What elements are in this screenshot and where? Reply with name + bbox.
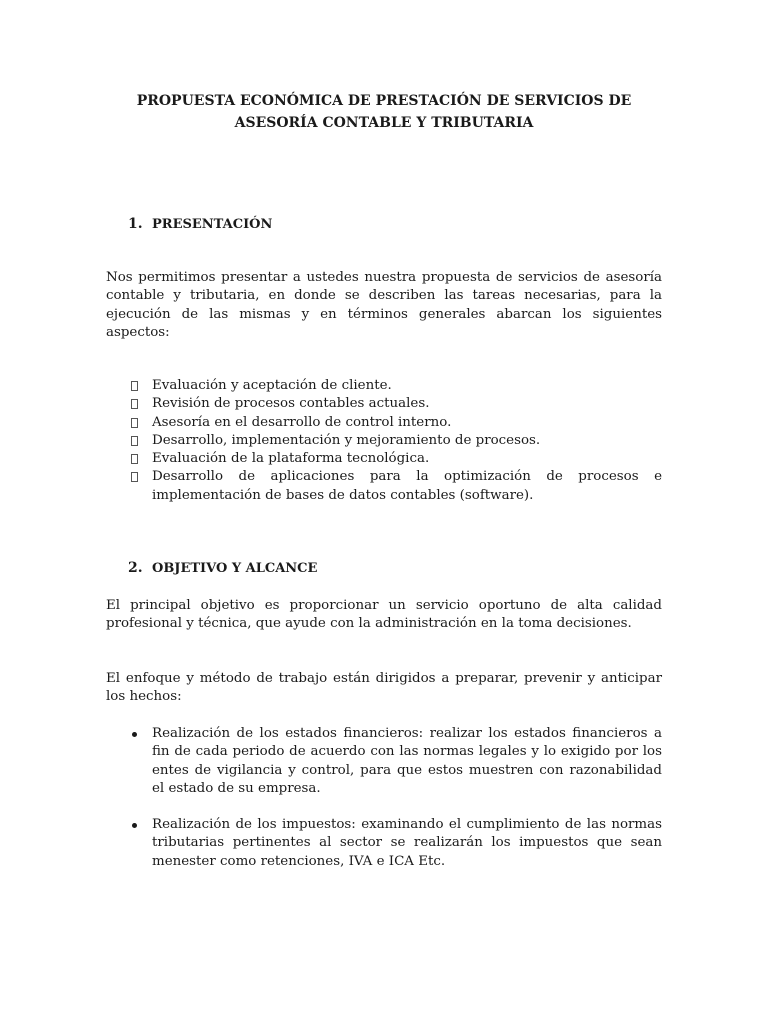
bullet-dot-icon (132, 823, 137, 828)
section-2-number: 2. (128, 560, 143, 576)
title-line-2: ASESORÍA CONTABLE Y TRIBUTARIA (234, 115, 534, 131)
section-2-title: OBJETIVO Y ALCANCE (152, 561, 318, 576)
section-2-list (128, 725, 662, 889)
list-item: Realización de los estados financieros: realizar los estados financieros a fin de cada periodo de acuerdo con las normas legales y lo exigido por los entes de vigilancia y control, para que estos muestren con razonabilidad el estado de su empresa. (128, 725, 662, 798)
list-item: Asesoría en el desarrollo de control interno. (128, 414, 662, 432)
square-bullet-icon (131, 399, 138, 409)
section-1-number: 1. (128, 216, 143, 232)
section-1-title: PRESENTACIÓN (152, 217, 273, 232)
list-item: Evaluación de la plataforma tecnológica. (128, 450, 662, 468)
section-1-paragraph: Nos permitimos presentar a ustedes nuestra propuesta de servicios de asesoría contable y tributaria, en donde se describen las tareas necesarias, para la ejecución de las mismas y en términos generales abarcan los siguientes aspectos: (106, 270, 662, 340)
section-2-paragraph-2: El enfoque y método de trabajo están dirigidos a preparar, prevenir y anticipar los hechos: (106, 671, 662, 705)
section-2-heading (128, 559, 317, 578)
bullet-dot-icon (132, 732, 137, 737)
document-title (100, 90, 668, 134)
list-item: Desarrollo, implementación y mejoramiento de procesos. (128, 432, 662, 450)
square-bullet-icon (131, 381, 138, 391)
section-1-heading (128, 215, 272, 234)
square-bullet-icon (131, 472, 138, 482)
title-line-1: PROPUESTA ECONÓMICA DE PRESTACIÓN DE SERVICIOS DE (136, 93, 632, 109)
section-2-paragraph-1: El principal objetivo es proporcionar un servicio oportuno de alta calidad profesional y técnica, que ayude con la administración en la toma decisiones. (106, 598, 662, 632)
list-item: Evaluación y aceptación de cliente. (128, 377, 662, 395)
list-item: Revisión de procesos contables actuales. (128, 395, 662, 413)
list-item: Realización de los impuestos: examinando el cumplimiento de las normas tributarias pertinentes al sector se realizarán los impuestos que sean menester como retenciones, IVA e ICA Etc. (128, 816, 662, 871)
section-1-list (128, 377, 662, 505)
square-bullet-icon (131, 436, 138, 446)
list-item: Desarrollo de aplicaciones para la optimización de procesos e implementación de bases de datos contables (software). (128, 468, 662, 505)
square-bullet-icon (131, 454, 138, 464)
square-bullet-icon (131, 418, 138, 428)
